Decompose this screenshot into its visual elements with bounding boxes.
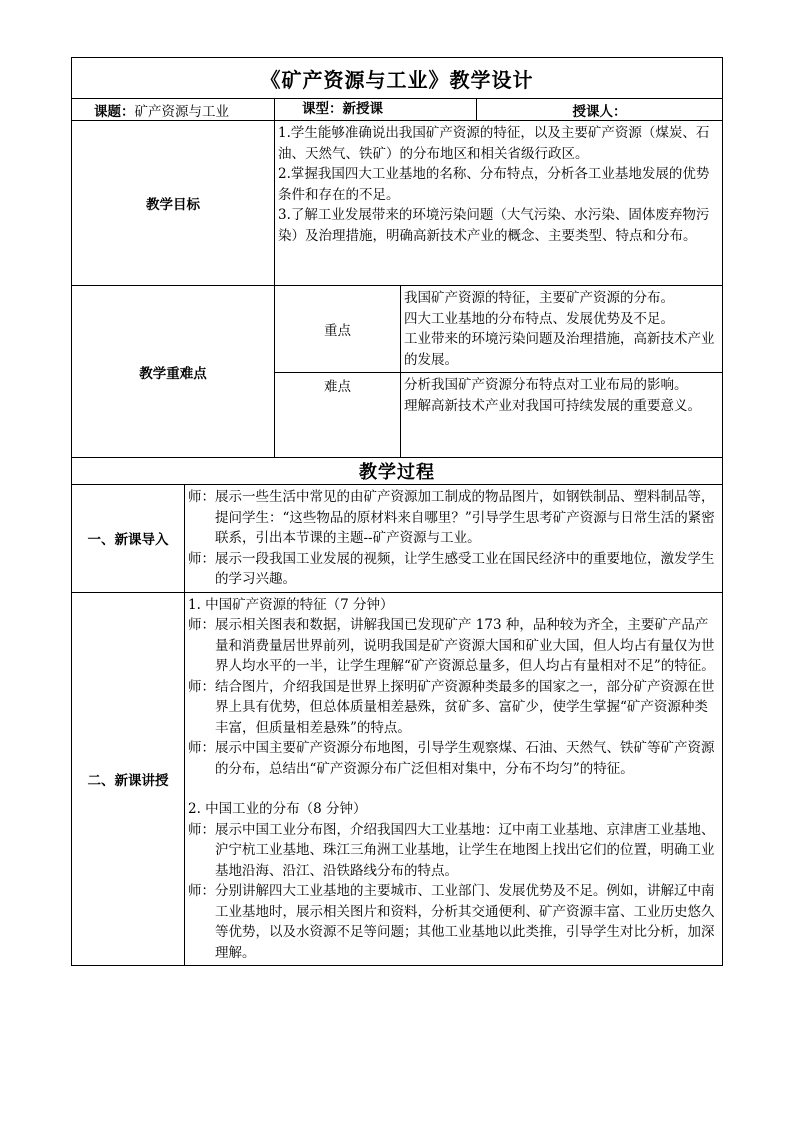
important-label: 重点 bbox=[275, 286, 401, 373]
intro-content bbox=[185, 485, 723, 593]
lecture-part-title: 2. 中国工业的分布（8 分钟） bbox=[188, 801, 367, 817]
lecture-content bbox=[185, 592, 723, 966]
type-value: 新授课 bbox=[342, 101, 383, 117]
objectives-label: 教学目标 bbox=[72, 121, 275, 286]
type-cell bbox=[275, 99, 477, 120]
difficult-label: 难点 bbox=[275, 373, 401, 458]
important-item: 四大工业基地的分布特点、发展优势及不足。 bbox=[404, 310, 674, 327]
lesson-plan-table bbox=[71, 57, 723, 966]
difficult-content bbox=[401, 373, 723, 458]
important-row bbox=[72, 286, 723, 373]
document-title: 《矿产资源与工业》教学设计 bbox=[72, 58, 723, 99]
objectives-content bbox=[275, 121, 723, 286]
lecture-paragraph: 师：展示中国主要矿产资源分布地图，引导学生观察煤、石油、天然气、铁矿等矿产资源的分布，总结出“矿产资源分布广泛但相对集中，分布不均匀”的特征。 bbox=[188, 740, 715, 777]
teacher-label: 授课人： bbox=[572, 103, 627, 120]
teacher-cell bbox=[477, 100, 722, 120]
difficult-item: 理解高新技术产业对我国可持续发展的重要意义。 bbox=[404, 397, 701, 414]
lecture-paragraph: 师：分别讲解四大工业基地的主要城市、工业部门、发展优势及不足。例如，讲解辽中南工业基地时，展示相关图片和资料，分析其交通便利、矿产资源丰富、工业历史悠久等优势，以及水资源不足等问题；其他工业基地以此类推，引导学生对比分析，加深理解。 bbox=[188, 883, 715, 961]
lecture-label: 二、新课讲授 bbox=[72, 592, 185, 966]
important-item: 我国矿产资源的特征，主要矿产资源的分布。 bbox=[404, 290, 674, 306]
lecture-paragraph: 师：展示相关图表和数据，讲解我国已发现矿产 173 种，品种较为齐全，主要矿产品产量和消费量居世界前列，说明我国是矿产资源大国和矿业大国，但人均占有量仅为世界人均水平的一半，让学生理解“矿产资源总量多，但人均占有量相对不足”的特征。 bbox=[188, 617, 715, 674]
intro-paragraph: 师：展示一些生活中常见的由矿产资源加工制成的物品图片，如钢铁制品、塑料制品等，提问学生：“这些物品的原材料来自哪里？”引导学生思考矿产资源与日常生活的紧密联系，引出本节课的主题--矿产资源与工业。 bbox=[188, 489, 715, 546]
type-label: 课型： bbox=[302, 101, 343, 117]
objective-item: 3.了解工业发展带来的环境污染问题（大气污染、水污染、固体废弃物污染）及治理措施，明确高新技术产业的概念、主要类型、特点和分布。 bbox=[278, 207, 710, 244]
difficult-item: 分析我国矿产资源分布特点对工业布局的影响。 bbox=[404, 377, 688, 393]
lecture-row bbox=[72, 592, 723, 966]
important-item: 工业带来的环境污染问题及治理措施，高新技术产业的发展。 bbox=[404, 331, 715, 368]
type-teacher-cell bbox=[275, 99, 723, 121]
intro-label: 一、新课导入 bbox=[72, 485, 185, 593]
topic-value: 矿产资源与工业 bbox=[134, 103, 229, 120]
intro-row bbox=[72, 485, 723, 593]
important-content bbox=[401, 286, 723, 373]
lecture-part-title: 1. 中国矿产资源的特征（7 分钟） bbox=[188, 596, 394, 613]
objective-item: 1.学生能够准确说出我国矿产资源的特征，以及主要矿产资源（煤炭、石油、天然气、铁矿）的分布地区和相关省级行政区。 bbox=[278, 125, 710, 162]
topic-label: 课题： bbox=[94, 103, 135, 120]
topic-cell bbox=[72, 99, 275, 121]
process-heading: 教学过程 bbox=[72, 458, 723, 485]
lecture-paragraph: 师：展示中国工业分布图，介绍我国四大工业基地：辽中南工业基地、京津唐工业基地、沪宁杭工业基地、珠江三角洲工业基地，让学生在地图上找出它们的位置，明确工业基地沿海、沿江、沿铁路线分布的特点。 bbox=[188, 821, 715, 879]
meta-row bbox=[72, 99, 723, 121]
key-points-label: 教学重难点 bbox=[72, 286, 275, 458]
objective-item: 2.掌握我国四大工业基地的名称、分布特点，分析各工业基地发展的优势条件和存在的不足。 bbox=[278, 166, 710, 203]
lecture-paragraph: 师：结合图片，介绍我国是世界上探明矿产资源种类最多的国家之一，部分矿产资源在世界上具有优势，但总体质量相差悬殊，贫矿多、富矿少，使学生掌握“矿产资源种类丰富，但质量相差悬殊”的特点。 bbox=[188, 678, 715, 736]
objectives-row bbox=[72, 121, 723, 286]
intro-paragraph: 师：展示一段我国工业发展的视频，让学生感受工业在国民经济中的重要地位，激发学生的学习兴趣。 bbox=[188, 550, 715, 587]
blank-line bbox=[188, 779, 718, 799]
